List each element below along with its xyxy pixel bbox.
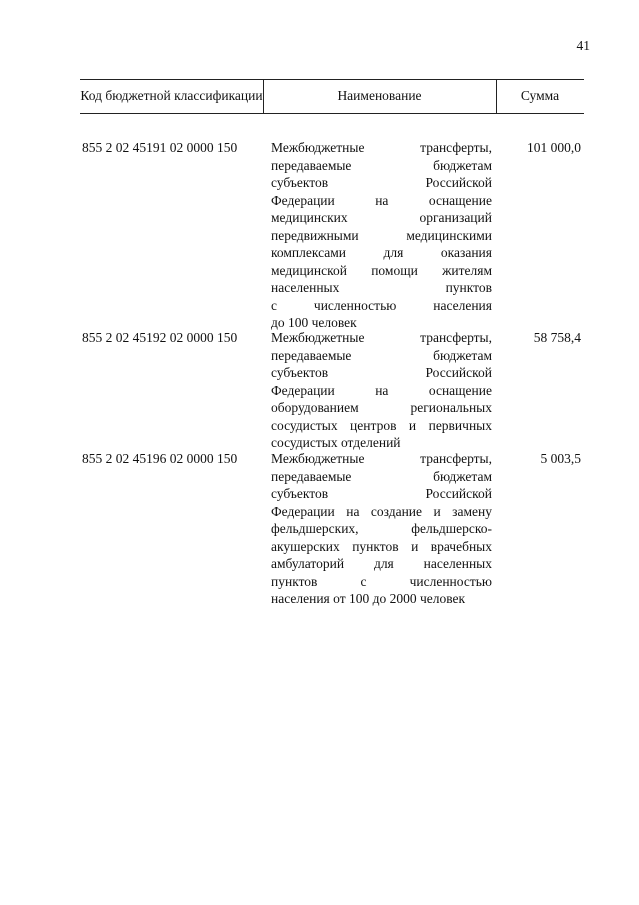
description-line: Межбюджетные трансферты,: [271, 140, 492, 155]
row-description: [271, 450, 492, 608]
description-line: амбулаторий для населенных: [271, 556, 492, 571]
description-line: населения от 100 до 2000 человек: [271, 591, 466, 606]
description-line: сосудистых центров и первичных: [271, 417, 492, 433]
description-line: фельдшерских, фельдшерско-: [271, 521, 492, 536]
column-header-code: Код бюджетной классификации: [80, 88, 263, 103]
row-sum: 101 000,0: [527, 140, 581, 155]
description-line: оборудованием региональных: [271, 400, 492, 415]
table-header-bottom-rule: [80, 113, 584, 114]
description-line: Федерации на оснащение: [271, 382, 492, 398]
description-line: комплексами для оказания: [271, 245, 492, 260]
description-line: до 100 человек: [271, 315, 357, 330]
description-line: передаваемые бюджетам: [271, 347, 492, 363]
description-line: пунктов с численностью: [271, 573, 492, 589]
row-sum: 5 003,5: [540, 451, 581, 466]
description-line: субъектов Российской: [271, 486, 492, 501]
description-line: субъектов Российской: [271, 175, 492, 190]
page-number: 41: [576, 38, 590, 53]
budget-code: 855 2 02 45196 02 0000 150: [82, 451, 238, 466]
description-line: Федерации на оснащение: [271, 192, 492, 208]
description-line: передаваемые бюджетам: [271, 157, 492, 173]
description-line: субъектов Российской: [271, 365, 492, 380]
description-line: передаваемые бюджетам: [271, 468, 492, 484]
column-header-sum: Сумма: [520, 88, 560, 103]
row-description: [271, 139, 492, 332]
description-line: с численностью населения: [271, 297, 492, 313]
row-sum: 58 758,4: [533, 330, 581, 345]
description-line: медицинских организаций: [271, 210, 492, 225]
description-line: медицинской помощи жителям: [271, 262, 492, 278]
description-line: Межбюджетные трансферты,: [271, 330, 492, 345]
budget-code: 855 2 02 45192 02 0000 150: [82, 330, 238, 345]
description-line: Федерации на создание и замену: [271, 503, 492, 519]
budget-code: 855 2 02 45191 02 0000 150: [82, 140, 238, 155]
description-line: сосудистых отделений: [271, 435, 401, 450]
row-description: [271, 329, 492, 452]
description-line: населенных пунктов: [271, 280, 492, 295]
description-line: передвижными медицинскими: [271, 227, 492, 243]
description-line: акушерских пунктов и врачебных: [271, 538, 492, 554]
column-header-name: Наименование: [337, 88, 422, 103]
description-line: Межбюджетные трансферты,: [271, 451, 492, 466]
